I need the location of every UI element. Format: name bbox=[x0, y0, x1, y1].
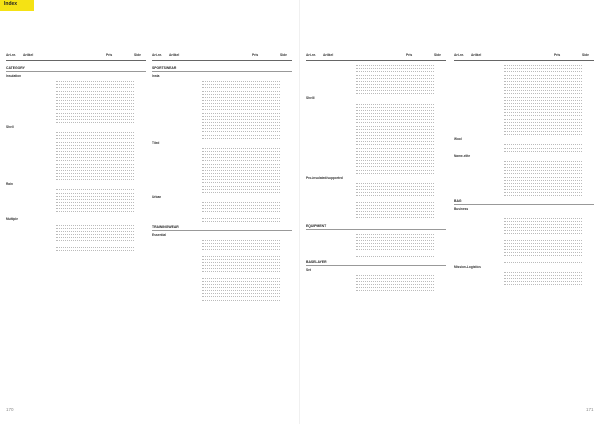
index-column-2 bbox=[152, 63, 292, 301]
leader-dots bbox=[56, 179, 134, 180]
leader-dots bbox=[504, 151, 582, 152]
leader-dots bbox=[504, 195, 582, 196]
index-row bbox=[306, 218, 446, 221]
section-rule bbox=[152, 230, 292, 231]
index-row bbox=[6, 212, 146, 215]
subsection-heading: Rain bbox=[6, 182, 13, 187]
index-row bbox=[454, 282, 594, 285]
subsection-heading: Set bbox=[306, 267, 311, 272]
section-heading: TRAININGWEAR bbox=[152, 224, 179, 229]
index-row bbox=[454, 132, 594, 135]
leader-dots bbox=[202, 138, 280, 139]
index-row bbox=[454, 193, 594, 196]
index-label: Index bbox=[4, 1, 18, 7]
index-column-3 bbox=[306, 63, 446, 291]
subsection-heading: Essential bbox=[152, 232, 166, 237]
leader-dots bbox=[356, 221, 434, 222]
column-header-1: Art-nr. Artikel Pris Side bbox=[6, 53, 141, 57]
section-heading: EQUIPMENT bbox=[306, 224, 327, 229]
index-row bbox=[306, 253, 446, 256]
header-rule bbox=[6, 60, 146, 61]
index-row bbox=[306, 288, 446, 291]
index-row bbox=[152, 136, 292, 139]
index-row bbox=[454, 259, 594, 262]
index-row bbox=[152, 190, 292, 193]
leader-dots bbox=[504, 284, 582, 285]
index-tab bbox=[0, 0, 34, 11]
leader-dots bbox=[202, 300, 280, 301]
subsection-heading: Mission-Logistics bbox=[454, 264, 481, 269]
leader-dots bbox=[56, 122, 134, 123]
section-rule bbox=[6, 71, 146, 72]
index-column-4 bbox=[454, 63, 594, 285]
leader-dots bbox=[202, 221, 280, 222]
index-column-1 bbox=[6, 63, 146, 251]
leader-dots bbox=[56, 250, 134, 251]
subsection-heading: Multiple bbox=[6, 217, 19, 222]
subsection-heading: Pro-insulated/supported bbox=[306, 175, 343, 180]
section-rule bbox=[306, 229, 446, 230]
subsection-heading: Insulation bbox=[6, 74, 22, 78]
column-header-2: Art-nr. Artikel Pris Side bbox=[152, 53, 287, 57]
subsection-heading: Shelll bbox=[306, 96, 315, 101]
index-row bbox=[6, 248, 146, 251]
header-rule bbox=[454, 60, 594, 61]
leader-dots bbox=[356, 93, 434, 94]
index-row bbox=[306, 91, 446, 94]
section-heading: SPORTSWEAR bbox=[152, 66, 177, 70]
column-header-4: Art-nr. Artikel Pris Side bbox=[454, 53, 589, 57]
section-heading: BAG bbox=[454, 199, 462, 204]
page-number-right: 171 bbox=[586, 407, 594, 412]
leader-dots bbox=[56, 215, 134, 216]
section-rule bbox=[454, 204, 594, 205]
index-row bbox=[454, 149, 594, 152]
subsection-heading: Wool bbox=[454, 137, 462, 142]
column-header-3: Art-nr. Artikel Pris Side bbox=[306, 53, 441, 57]
index-row bbox=[152, 219, 292, 222]
leader-dots bbox=[356, 290, 434, 291]
leader-dots bbox=[504, 262, 582, 263]
leader-dots bbox=[356, 173, 434, 174]
index-row bbox=[6, 177, 146, 180]
subsection-heading: Insta bbox=[152, 74, 160, 78]
leader-dots bbox=[356, 256, 434, 257]
subsection-heading: Tiled bbox=[152, 140, 160, 145]
index-row bbox=[6, 120, 146, 123]
subsection-heading: Urban bbox=[152, 194, 162, 199]
section-rule bbox=[152, 71, 292, 72]
subsection-heading: Business bbox=[454, 207, 469, 212]
leader-dots bbox=[202, 192, 280, 193]
section-rule bbox=[306, 265, 446, 266]
page-number-left: 170 bbox=[6, 407, 14, 412]
index-row bbox=[306, 171, 446, 174]
section-heading: CATEGORY bbox=[6, 66, 25, 70]
section-heading: BASELAYER bbox=[306, 259, 327, 264]
subsection-heading: Name-elite bbox=[454, 153, 471, 158]
leader-dots bbox=[504, 134, 582, 135]
header-rule bbox=[306, 60, 446, 61]
header-rule bbox=[152, 60, 292, 61]
index-row bbox=[152, 297, 292, 300]
spread-fold bbox=[299, 0, 300, 424]
subsection-heading: Shell bbox=[6, 124, 14, 129]
